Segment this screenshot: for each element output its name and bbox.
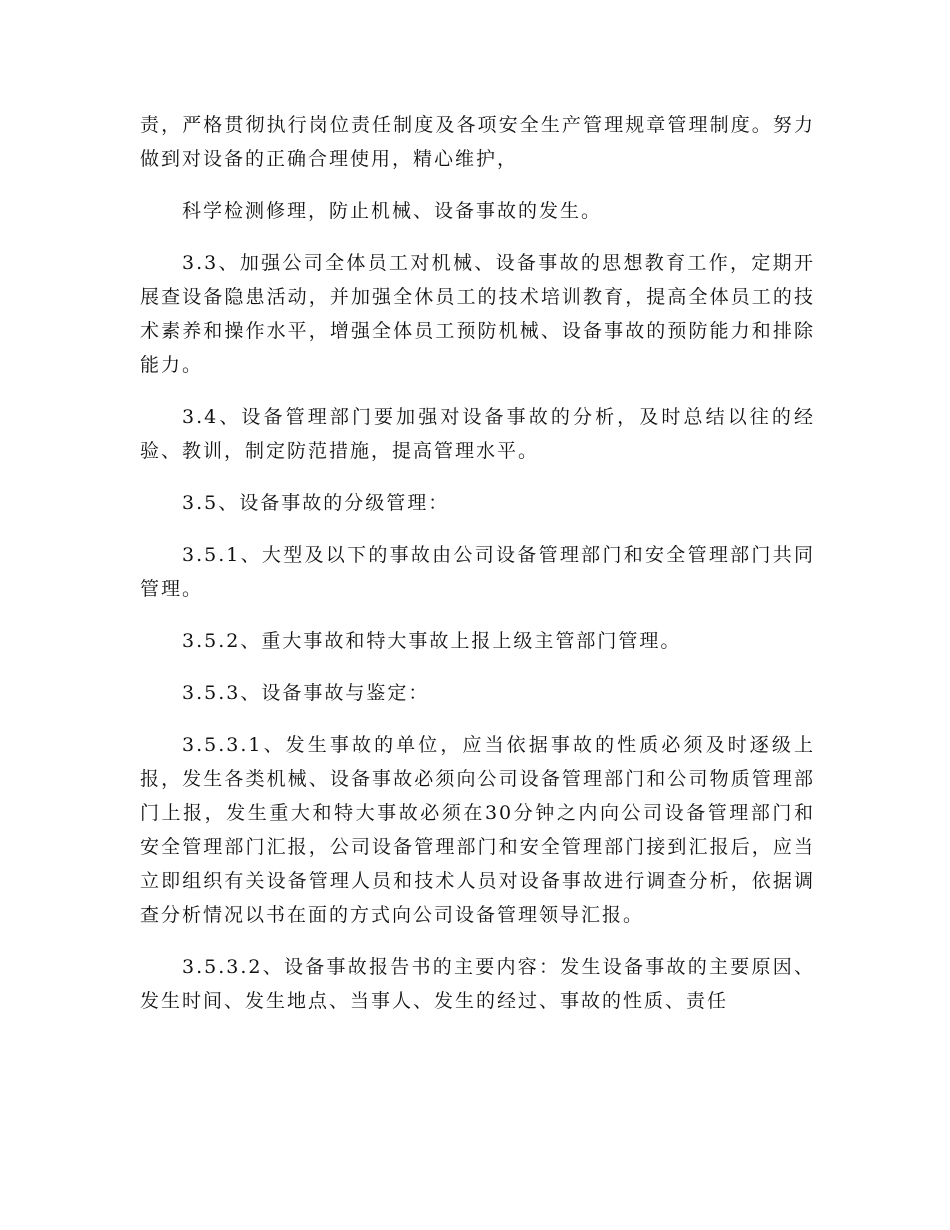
paragraph-3-5: 3.5、设备事故的分级管理：: [182, 492, 450, 514]
paragraph-3-3: 3.3、加强公司全体员工对机械、设备事故的思想教育工作，定期开展查设备隐患活动，并加强全休员工的技术培训教育，提高全体员工的技术素养和操作水平，增强全体员工预防机械、设备事故的预防能力和排除能力。: [140, 252, 815, 376]
paragraph-3-5-3-1: 3.5.3.1、发生事故的单位，应当依据事故的性质必须及时逐级上报，发生各类机械、设备事故必须向公司设备管理部门和公司物质管理部门上报，发生重大和特大事故必须在30分钟之内向公司设备管理部门和安全管理部门汇报，公司设备管理部门和安全管理部门接到汇报后，应当立即组织有关设备管理人员和技术人员对设备事故进行调查分析，依据调查分析情况以书在面的方式向公司设备管理领导汇报。: [140, 734, 815, 926]
document-page: [140, 108, 815, 1018]
paragraph-3-5-2: 3.5.2、重大事故和特大事故上报上级主管部门管理。: [182, 630, 682, 652]
paragraph-continuation: 责，严格贯彻执行岗位责任制度及各项安全生产管理规章管理制度。努力做到对设备的正确合理使用，精心维护，: [140, 114, 815, 170]
paragraph-3-5-1: 3.5.1、大型及以下的事故由公司设备管理部门和安全管理部门共同管理。: [140, 544, 815, 600]
paragraph-3-5-3: 3.5.3、设备事故与鉴定：: [182, 682, 430, 704]
paragraph-3-4: 3.4、设备管理部门要加强对设备事故的分析，及时总结以往的经验、教训，制定防范措施，提高管理水平。: [140, 406, 815, 462]
paragraph-continuation-2: 科学检测修理，防止机械、设备事故的发生。: [182, 200, 603, 222]
paragraph-3-5-3-2: 3.5.3.2、设备事故报告书的主要内容：发生设备事故的主要原因、发生时间、发生地点、当事人、发生的经过、事故的性质、责任: [140, 956, 815, 1012]
